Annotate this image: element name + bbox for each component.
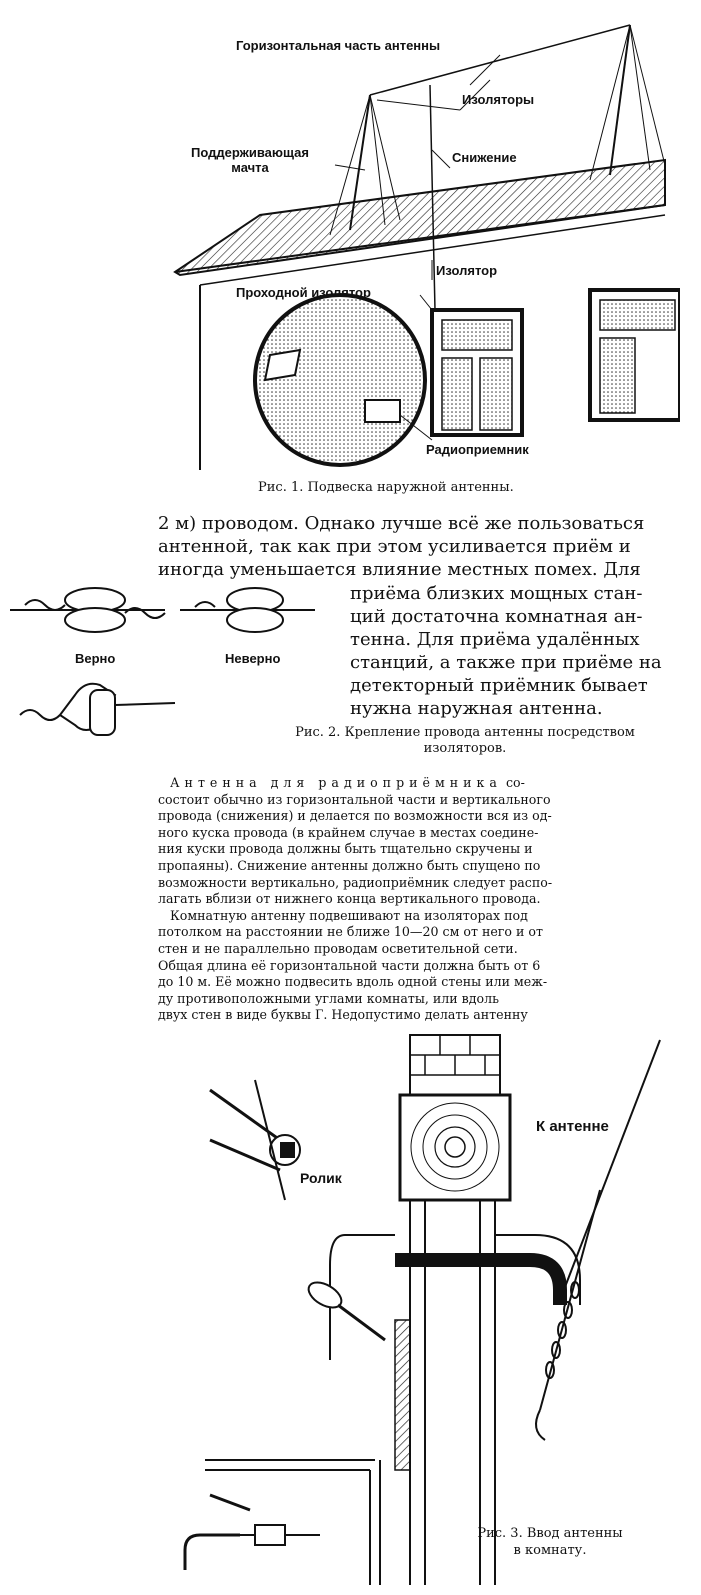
text-line: иногда уменьшается влияние местных помех. Для [158, 559, 641, 580]
figure-3 [170, 1030, 690, 1590]
text-line: станций, а также при приёме на [350, 652, 662, 673]
text-line: тенна. Для приёма удалённых [350, 629, 640, 650]
caption-line: Рис. 3. Ввод антенны [477, 1526, 623, 1541]
text-line: возможности вертикально, радиоприёмник следует распо- [158, 874, 553, 890]
text-line: состоит обычно из горизонтальной части и вертикального [158, 791, 551, 807]
figure-2-drawing [5, 575, 345, 750]
label-insulators: Изоляторы [462, 92, 535, 107]
figure-2-caption [230, 725, 700, 757]
roof [175, 160, 665, 275]
label-to-antenna: К антенне [536, 1118, 609, 1135]
text-line: Общая длина её горизонтальной части должна быть от 6 [158, 957, 541, 973]
label-receiver: Радиоприемник [426, 442, 529, 457]
text-line: ния куски провода должны быть тщательно скручены и [158, 841, 533, 857]
label-incorrect: Неверно [225, 651, 281, 666]
label-roller: Ролик [300, 1170, 342, 1186]
text-line: двух стен в виде буквы Г. Недопустимо делать антенну [158, 1007, 528, 1023]
paragraph-1-right [350, 582, 695, 720]
caption-line: в комнату. [513, 1543, 587, 1558]
text-line: ций достаточна комнатная ан- [350, 606, 643, 627]
figure-3-drawing [170, 1030, 690, 1590]
log-beam [400, 1095, 510, 1200]
text-line: лагать вблизи от нижнего конца вертикального провода. [158, 891, 541, 907]
figure-1 [170, 10, 680, 470]
label-correct: Верно [75, 651, 116, 666]
text-line: нужна наружная антенна. [350, 698, 603, 719]
text-line: пропаяны). Снижение антенны должно быть спущено по [158, 857, 541, 873]
label-horizontal-part: Горизонтальная часть антенны [236, 38, 441, 53]
paragraph-2 [158, 775, 698, 1024]
text-line: ду противоположными углами комнаты, или вдоль [158, 990, 499, 1006]
text-line: провода (снижения) и делается по возможности вся из од- [158, 808, 552, 824]
figure-2 [5, 575, 345, 750]
text-line: потолком на расстоянии не ближе 10—20 см от него и от [158, 924, 543, 940]
label-mast: Поддерживающая мачта [191, 145, 309, 175]
text-line: детекторный приёмник бывает [350, 675, 648, 696]
caption-line: изоляторов. [423, 741, 507, 756]
text-line: до 10 м. Её можно подвесить вдоль одной стены или меж- [158, 974, 548, 990]
figure-1-drawing [170, 10, 680, 470]
label-passthrough-insulator: Проходной изолятор [236, 285, 371, 300]
figure-3-caption [450, 1525, 650, 1559]
interior-inset [255, 295, 425, 465]
label-insulator: Изолятор [436, 263, 498, 278]
text-line: Комнатную антенну подвешивают на изоляторах под [170, 907, 528, 923]
caption-line: Рис. 2. Крепление провода антенны посредством [295, 725, 635, 740]
text-line: 2 м) проводом. Однако лучше всё же пользоваться [158, 513, 645, 534]
paragraph-1-top [158, 512, 698, 581]
figure-1-caption: Рис. 1. Подвеска наружной антенны. [258, 480, 514, 495]
text-line: антенной, так как при этом усиливается приём и [158, 536, 631, 557]
text-line: стен и не параллельно проводам осветительной сети. [158, 940, 518, 956]
label-downlead: Снижение [452, 150, 517, 165]
text-line: Антенна для радиоприёмника со- [170, 775, 525, 790]
text-line: приёма близких мощных стан- [350, 583, 643, 604]
text-line: ного куска провода (в крайнем случае в местах соедине- [158, 824, 539, 840]
